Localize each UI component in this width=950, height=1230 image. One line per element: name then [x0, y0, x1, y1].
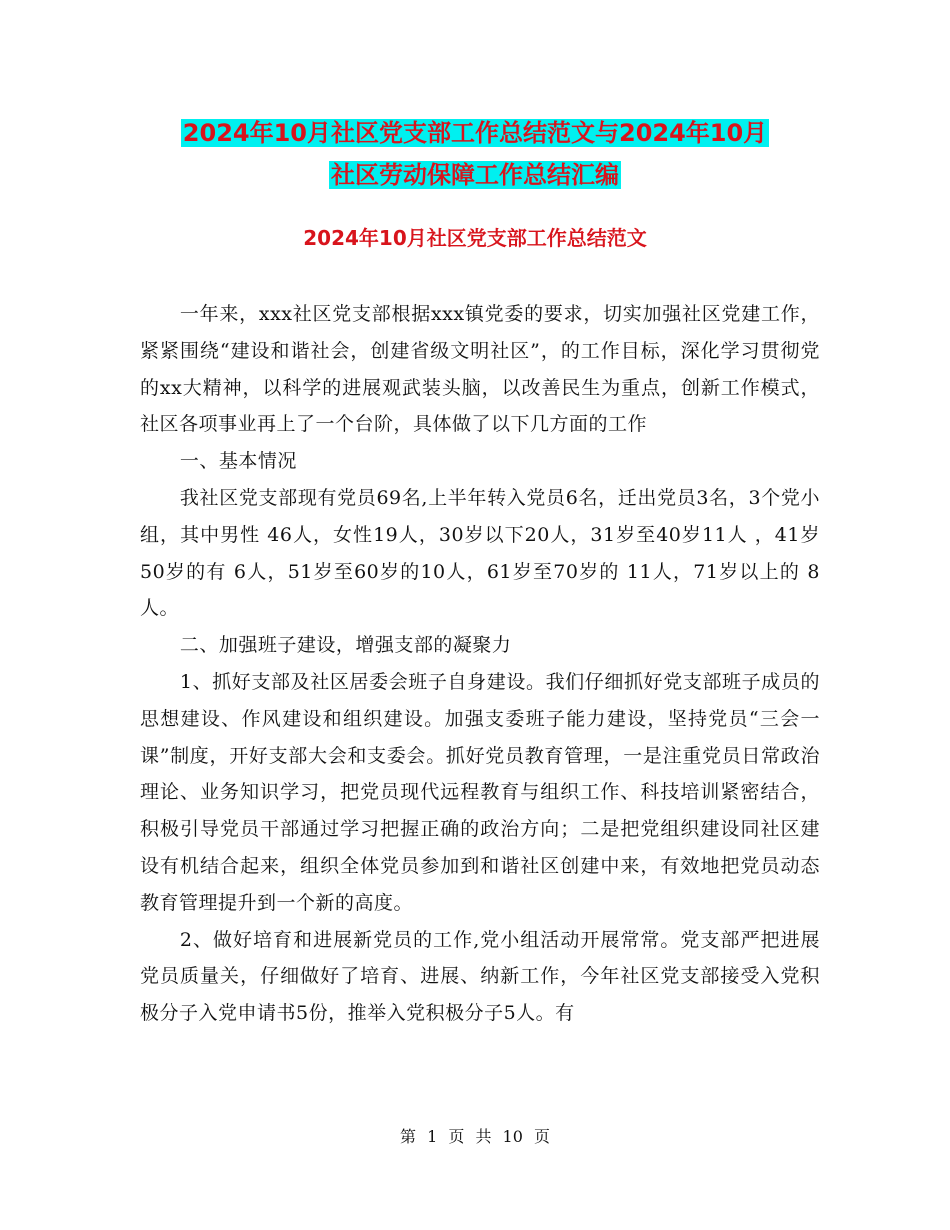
- paragraph-heading-team: 二、加强班子建设，增强支部的凝聚力: [179, 634, 512, 657]
- paragraph-basic-info: 我社区党支部现有党员69名,上半年转入党员6名，迁出党员3名，3个党小组，其中男性 46人，女性19人，30岁以下20人，31岁至40岁11人 ，41岁50岁的有 6人，51岁至60岁的10人，61岁至70岁的 11人，71岁以上的 8人。: [140, 486, 820, 620]
- paragraph-heading-basic: 一、基本情况: [179, 450, 297, 473]
- document-title-line-1: [0, 112, 950, 154]
- paragraph-new-members: 2、做好培育和进展新党员的工作,党小组活动开展常常。党支部严把进展党员质量关，仔细做好了培育、进展、纳新工作，今年社区党支部接受入党积极分子入党申请书5份，推举入党积极分子5人。有: [140, 928, 820, 1025]
- section-heading: 2024年10月社区党支部工作总结范文: [303, 226, 647, 250]
- page-footer: 第 1 页 共 10 页: [400, 1127, 550, 1146]
- document-title-text-1: 2024年10月社区党支部工作总结范文与2024年10月: [182, 119, 768, 147]
- document-title-text-2: 社区劳动保障工作总结汇编: [331, 161, 619, 189]
- document-body: [140, 296, 820, 1032]
- paragraph-team-building: 1、抓好支部及社区居委会班子自身建设。我们仔细抓好党支部班子成员的思想建设、作风建设和组织建设。加强支委班子能力建设，坚持党员“三会一课”制度，开好支部大会和支委会。抓好党员教育管理，一是注重党员日常政治理论、业务知识学习，把党员现代远程教育与组织工作、科技培训紧密结合，积极引导党员干部通过学习把握正确的政治方向；二是把党组织建设同社区建设有机结合起来，组织全体党员参加到和谐社区创建中来，有效地把党员动态教育管理提升到一个新的高度。: [140, 670, 820, 914]
- paragraph-intro: 一年来，xxx社区党支部根据xxx镇党委的要求，切实加强社区党建工作，紧紧围绕“建设和谐社会，创建省级文明社区”，的工作目标，深化学习贯彻党的xx大精神，以科学的进展观武装头脑，以改善民生为重点，创新工作模式，社区各项事业再上了一个台阶，具体做了以下几方面的工作: [140, 303, 820, 436]
- document-title-line-2: [0, 154, 950, 196]
